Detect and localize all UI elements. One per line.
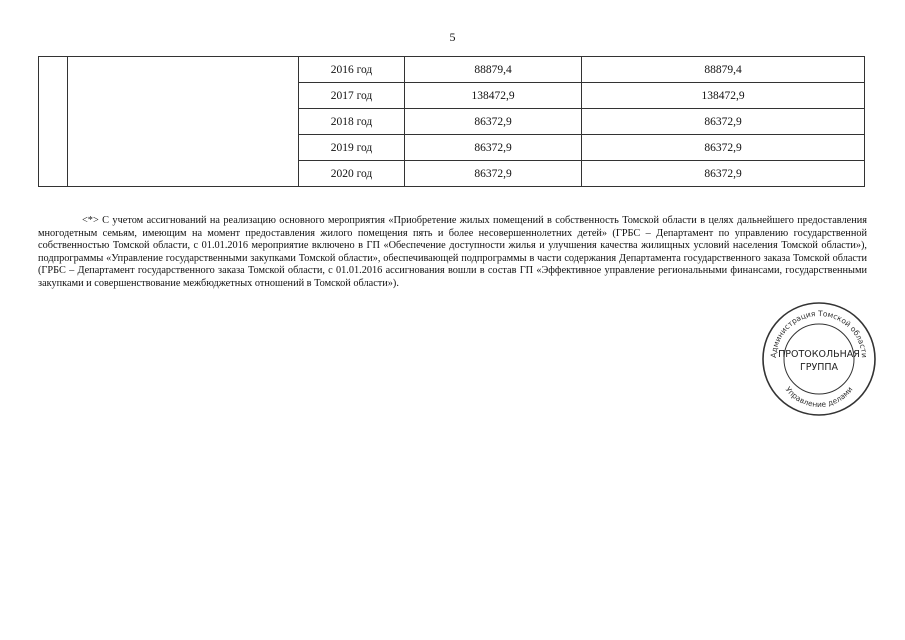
stamp-bottom-text: Управление делами <box>783 384 855 410</box>
year-cell: 2016 год <box>299 57 405 83</box>
table-row <box>39 57 865 83</box>
value2-cell: 86372,9 <box>582 135 865 161</box>
year-cell: 2018 год <box>299 109 405 135</box>
value2-cell: 88879,4 <box>582 57 865 83</box>
page-number: 5 <box>449 30 456 44</box>
value2-cell: 86372,9 <box>582 109 865 135</box>
value2-cell: 138472,9 <box>582 83 865 109</box>
value1-cell: 86372,9 <box>405 135 582 161</box>
index-cell <box>39 57 68 187</box>
year-cell: 2020 год <box>299 161 405 187</box>
value1-cell: 88879,4 <box>405 57 582 83</box>
value1-cell: 86372,9 <box>405 161 582 187</box>
year-cell: 2019 год <box>299 135 405 161</box>
stamp-top-text: Администрация Томской области <box>768 308 870 359</box>
year-cell: 2017 год <box>299 83 405 109</box>
value1-cell: 86372,9 <box>405 109 582 135</box>
value2-cell: 86372,9 <box>582 161 865 187</box>
protocol-stamp <box>760 300 878 418</box>
stamp-center-line1: ПРОТОКОЛЬНАЯ <box>778 349 860 360</box>
description-cell <box>68 57 299 187</box>
footnote: <*> С учетом ассигнований на реализацию основного мероприятия «Приобретение жилых помещений в собственность Томской области в целях дальнейшего предоставления многодетным семьям, имеющим на момент предоставления жилого помещения пять и более несовершеннолетних детей» (ГРБС – Департамент по управлению государственной собственностью Томской области, с 01.01.2016 мероприятие включено в ГП «Обеспечение доступности жилья и улучшения качества жилищных условий населения Томской области»), подпрограммы «Управление государственными закупками Томской области», обеспечивающей подпрограммы в части содержания Департамента государственного заказа Томской области (ГРБС – Департамент государственного заказа Томской области, с 01.01.2016 ассигнования вошли в состав ГП «Эффективное управление региональными финансами, государственными закупками и совершенствование межбюджетных отношений в Томской области»). <box>38 215 867 289</box>
budget-table <box>38 56 865 187</box>
stamp-center-line2: ГРУППА <box>799 362 839 373</box>
stamp-seal-icon <box>760 300 878 418</box>
value1-cell: 138472,9 <box>405 83 582 109</box>
